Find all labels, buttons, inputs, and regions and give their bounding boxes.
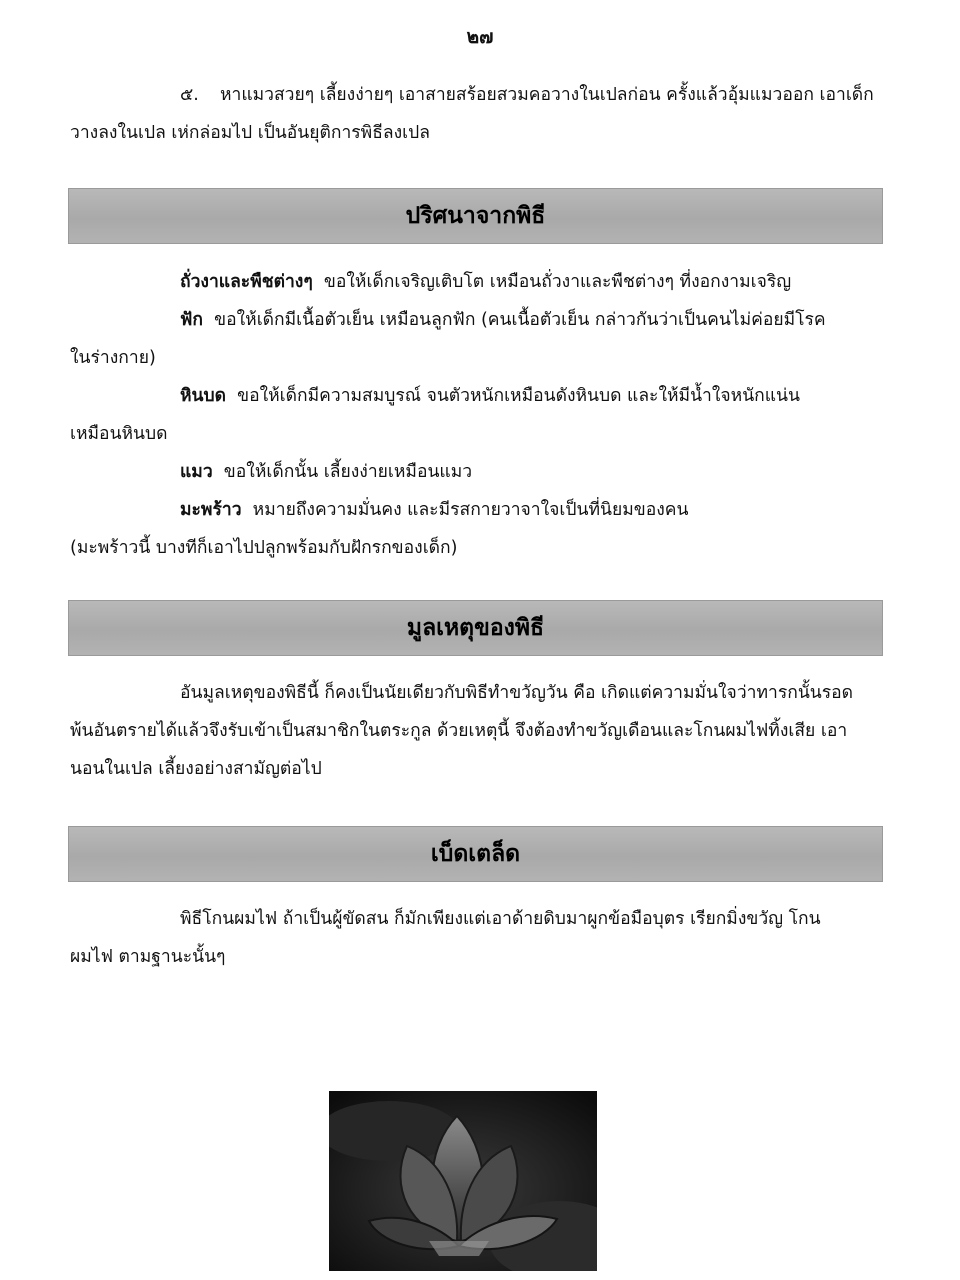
item-5-paragraph bbox=[70, 76, 885, 152]
riddle-list bbox=[70, 263, 885, 567]
riddle-term: แมว bbox=[180, 462, 213, 482]
riddle-term: ฟัก bbox=[180, 310, 203, 330]
item-number: ๕. bbox=[180, 85, 199, 105]
riddle-continuation: เหมือนหินบด bbox=[70, 424, 168, 444]
riddle-text: ขอให้เด็กนั้น เลี้ยงง่ายเหมือนแมว bbox=[223, 462, 473, 482]
section-header-bar bbox=[68, 600, 883, 656]
page-number: ๒๗ bbox=[466, 26, 494, 48]
item-5-line-1: หาแมวสวยๆ เลี้ยงง่ายๆ เอาสายสร้อยสวมคอวางในเปลก่อน ครั้งแล้วอุ้มแมวออก เอาเด็ก bbox=[220, 85, 874, 105]
section-title: เบ็ดเตล็ด bbox=[430, 841, 521, 867]
section-title: ปริศนาจากพิธี bbox=[405, 203, 546, 229]
section-header-bar bbox=[68, 826, 883, 882]
riddle-continuation: (มะพร้าวนี้ บางทีก็เอาไปปลูกพร้อมกับฝักรกของเด็ก) bbox=[70, 538, 458, 558]
section-title: มูลเหตุของพิธี bbox=[406, 615, 545, 641]
riddle-text: หมายถึงความมั่นคง และมีรสกายวาจาใจเป็นที่นิยมของคน bbox=[252, 500, 689, 520]
origin-line-1: อันมูลเหตุของพิธีนี้ ก็คงเป็นนัยเดียวกับพิธีทำขวัญวัน คือ เกิดแต่ความมั่นใจว่าทารกนั้นรอด bbox=[180, 683, 854, 703]
misc-line-2: ผมไฟ ตามฐานะนั้นๆ bbox=[70, 947, 226, 967]
origin-line-2: พ้นอันตรายได้แล้วจึงรับเข้าเป็นสมาชิกในตระกูล ด้วยเหตุนี้ จึงต้องทำขวัญเดือนและโกนผมไฟทิ้งเสีย เอา bbox=[70, 721, 848, 741]
lotus-icon bbox=[329, 1091, 597, 1271]
misc-line-1: พิธีโกนผมไฟ ถ้าเป็นผู้ขัดสน ก็มักเพียงแต่เอาด้ายดิบมาผูกข้อมือบุตร เรียกมิ่งขวัญ โกน bbox=[180, 909, 821, 929]
lotus-photo bbox=[329, 1091, 597, 1271]
origin-paragraph bbox=[70, 674, 885, 788]
riddle-term: หินบด bbox=[180, 386, 226, 406]
riddle-continuation: ในร่างกาย) bbox=[70, 348, 156, 368]
riddle-term: มะพร้าว bbox=[180, 500, 242, 520]
riddle-text: ขอให้เด็กมีความสมบูรณ์ จนตัวหนักเหมือนดังหินบด และให้มีน้ำใจหนักแน่น bbox=[237, 386, 800, 406]
origin-line-3: นอนในเปล เลี้ยงอย่างสามัญต่อไป bbox=[70, 759, 322, 779]
riddle-term: ถั่วงาและพืชต่างๆ bbox=[180, 272, 313, 292]
misc-paragraph bbox=[70, 900, 885, 976]
section-header-bar bbox=[68, 188, 883, 244]
riddle-text: ขอให้เด็กเจริญเติบโต เหมือนถั่วงาและพืชต่างๆ ที่งอกงามเจริญ bbox=[323, 272, 792, 292]
item-5-line-2: วางลงในเปล เห่กล่อมไป เป็นอันยุติการพิธีลงเปล bbox=[70, 123, 430, 143]
riddle-text: ขอให้เด็กมีเนื้อตัวเย็น เหมือนลูกฟัก (คนเนื้อตัวเย็น กล่าวกันว่าเป็นคนไม่ค่อยมีโรค bbox=[214, 310, 826, 330]
